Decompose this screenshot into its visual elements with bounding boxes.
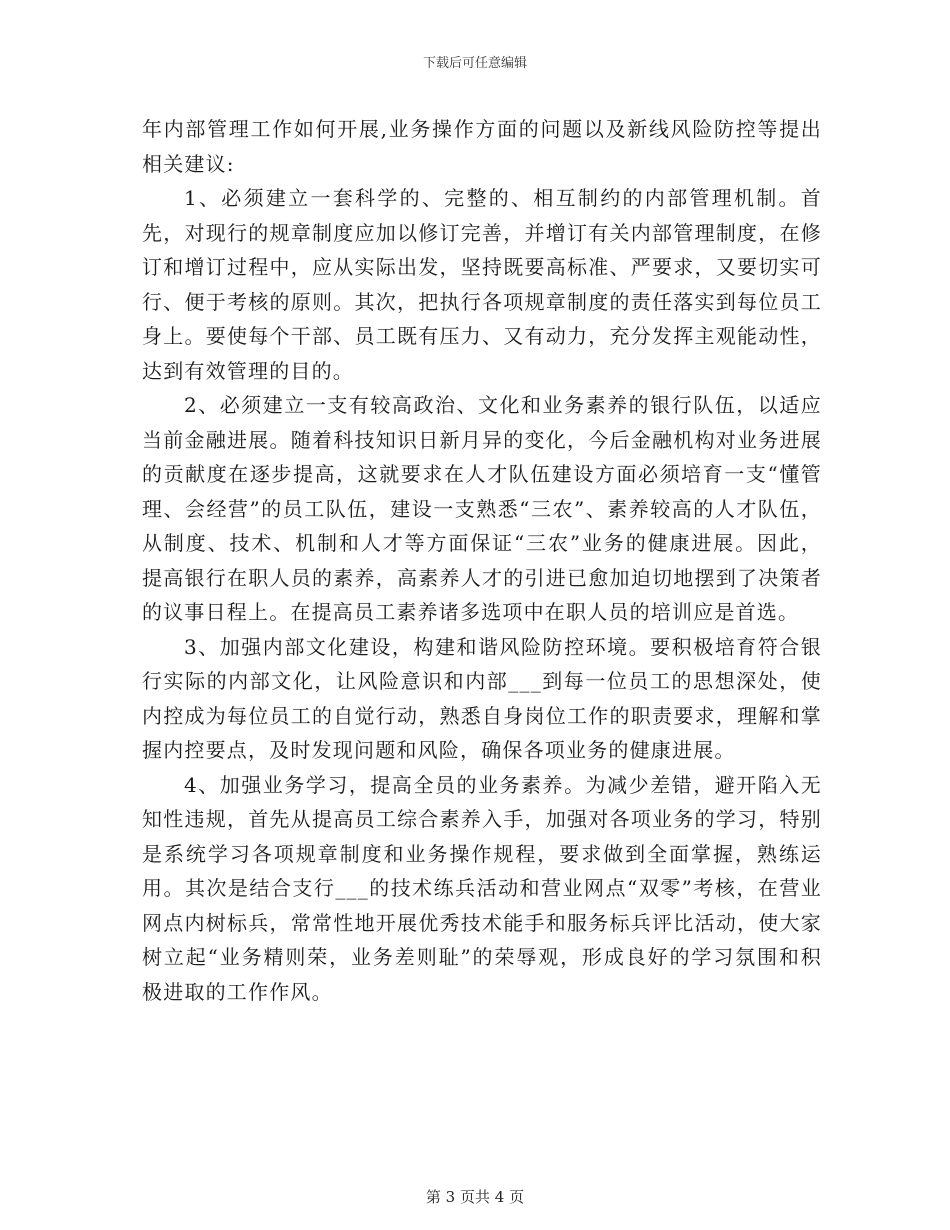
paragraph-item-2: 2、必须建立一支有较高政治、文化和业务素养的银行队伍，以适应当前金融进展。随着科技知识日新月异的变化，今后金融机构对业务进展的贡献度在逐步提高，这就要求在人才队伍建设方面必须培育一支“懂管理、会经营”的员工队伍，建设一支熟悉“三农”、素养较高的人才队伍，从制度、技术、机制和人才等方面保证“三农”业务的健康进展。因此，提高银行在职人员的素养，高素养人才的引进已愈加迫切地摆到了决策者的议事日程上。在提高员工素养诸多选项中在职人员的培训应是首选。	[142, 393, 822, 624]
paragraph-intro: 年内部管理工作如何开展,业务操作方面的问题以及新线风险防控等提出相关建议:	[142, 117, 822, 176]
page-header: 下载后可任意编辑	[422, 56, 527, 71]
document-body	[142, 112, 822, 1009]
paragraph-item-1: 1、必须建立一套科学的、完整的、相互制约的内部管理机制。首先，对现行的规章制度应加以修订完善，并增订有关内部管理制度，在修订和增订过程中，应从实际出发，坚持既要高标准、严要求，又要切实可行、便于考核的原则。其次，把执行各项规章制度的责任落实到每位员工身上。要使每个干部、员工既有压力、又有动力，充分发挥主观能动性，达到有效管理的目的。	[142, 186, 822, 383]
page-number-footer: 第 3 页共 4 页	[425, 1188, 525, 1206]
paragraph-item-4: 4、加强业务学习，提高全员的业务素养。为减少差错，避开陷入无知性违规，首先从提高员工综合素养入手，加强对各项业务的学习，特别是系统学习各项规章制度和业务操作规程，要求做到全面掌握，熟练运用。其次是结合支行___的技术练兵活动和营业网点“双零”考核，在营业网点内树标兵，常常性地开展优秀技术能手和服务标兵评比活动，使大家树立起“业务精则荣，业务差则耻”的荣辱观，形成良好的学习氛围和积极进取的工作作风。	[142, 772, 822, 1004]
paragraph-item-3: 3、加强内部文化建设，构建和谐风险防控环境。要积极培育符合银行实际的内部文化，让风险意识和内部___到每一位员工的思想深处，使内控成为每位员工的自觉行动，熟悉自身岗位工作的职责要求，理解和掌握内控要点，及时发现问题和风险，确保各项业务的健康进展。	[142, 634, 822, 762]
